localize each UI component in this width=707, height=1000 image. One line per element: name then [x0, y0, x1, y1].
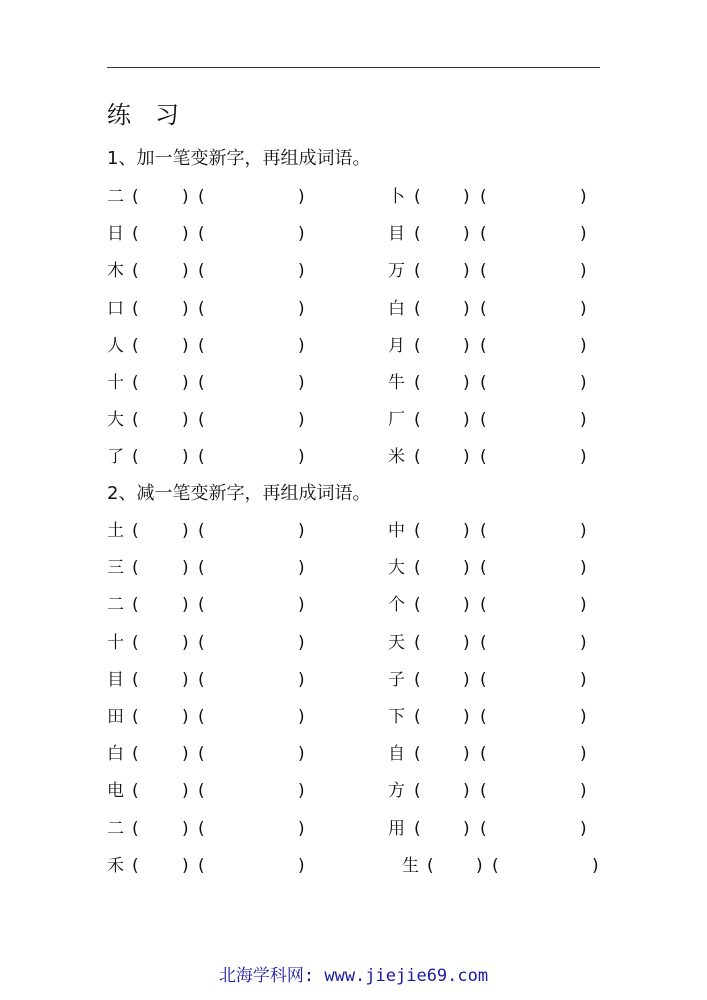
- left-paren-close: ): [182, 781, 189, 801]
- left-word-paren-close: ): [298, 187, 305, 207]
- left-paren-close: ): [182, 410, 189, 430]
- left-word-paren-open: (: [198, 521, 205, 541]
- right-paren-open: (: [427, 856, 434, 876]
- right-word-paren-close: ): [580, 336, 587, 356]
- left-word-paren-open: (: [198, 670, 205, 690]
- right-paren-open: (: [414, 521, 421, 541]
- left-paren-close: ): [182, 744, 189, 764]
- left-word-paren-open: (: [198, 261, 205, 281]
- left-word-paren-open: (: [198, 595, 205, 615]
- left-paren-open: (: [132, 558, 139, 578]
- right-word-paren-close: ): [580, 521, 587, 541]
- left-word-paren-open: (: [198, 224, 205, 244]
- left-paren-close: ): [182, 336, 189, 356]
- right-paren-close: ): [463, 744, 470, 764]
- right-paren-open: (: [414, 558, 421, 578]
- left-word-paren-close: ): [298, 336, 305, 356]
- left-paren-close: ): [182, 670, 189, 690]
- left-char: 田: [107, 707, 124, 727]
- left-word-paren-open: (: [198, 633, 205, 653]
- right-word-paren-open: (: [480, 410, 487, 430]
- section2-heading: 2、减一笔变新字，再组成词语。: [107, 483, 371, 504]
- right-word-paren-close: ): [580, 819, 587, 839]
- right-word-paren-open: (: [480, 521, 487, 541]
- right-char: 天: [388, 633, 405, 653]
- exercise-row: [0, 259, 707, 283]
- left-word-paren-close: ): [298, 261, 305, 281]
- left-word-paren-open: (: [198, 819, 205, 839]
- right-word-paren-open: (: [480, 744, 487, 764]
- right-char: 万: [388, 261, 405, 281]
- left-word-paren-close: ): [298, 373, 305, 393]
- right-paren-open: (: [414, 336, 421, 356]
- right-char: 自: [388, 744, 405, 764]
- left-paren-open: (: [132, 224, 139, 244]
- left-word-paren-open: (: [198, 707, 205, 727]
- right-word-paren-open: (: [480, 558, 487, 578]
- left-paren-open: (: [132, 744, 139, 764]
- right-word-paren-close: ): [580, 224, 587, 244]
- left-paren-open: (: [132, 447, 139, 467]
- right-paren-open: (: [414, 261, 421, 281]
- right-word-paren-close: ): [580, 410, 587, 430]
- left-paren-close: ): [182, 595, 189, 615]
- right-char: 方: [388, 781, 405, 801]
- right-word-paren-close: ): [580, 781, 587, 801]
- left-paren-close: ): [182, 856, 189, 876]
- left-paren-open: (: [132, 299, 139, 319]
- left-char: 土: [107, 521, 124, 541]
- exercise-row: [0, 556, 707, 580]
- left-char: 口: [107, 299, 124, 319]
- exercise-row: [0, 742, 707, 766]
- right-word-paren-close: ): [580, 670, 587, 690]
- left-paren-close: ): [182, 224, 189, 244]
- right-char: 中: [388, 521, 405, 541]
- right-paren-open: (: [414, 781, 421, 801]
- right-paren-open: (: [414, 595, 421, 615]
- right-word-paren-open: (: [480, 781, 487, 801]
- left-word-paren-close: ): [298, 781, 305, 801]
- left-paren-close: ): [182, 558, 189, 578]
- right-word-paren-close: ): [592, 856, 599, 876]
- left-paren-open: (: [132, 595, 139, 615]
- left-char: 二: [107, 819, 124, 839]
- page-title: 练 习: [107, 101, 179, 129]
- right-word-paren-open: (: [480, 187, 487, 207]
- right-paren-open: (: [414, 373, 421, 393]
- left-char: 三: [107, 558, 124, 578]
- exercise-row: [0, 705, 707, 729]
- right-word-paren-open: (: [480, 819, 487, 839]
- left-word-paren-close: ): [298, 447, 305, 467]
- right-word-paren-close: ): [580, 261, 587, 281]
- exercise-row: [0, 631, 707, 655]
- right-paren-close: ): [463, 670, 470, 690]
- left-char: 大: [107, 410, 124, 430]
- right-paren-close: ): [463, 633, 470, 653]
- left-word-paren-open: (: [198, 447, 205, 467]
- left-char: 电: [107, 781, 124, 801]
- left-paren-open: (: [132, 707, 139, 727]
- right-paren-open: (: [414, 744, 421, 764]
- left-word-paren-open: (: [198, 856, 205, 876]
- right-paren-close: ): [463, 261, 470, 281]
- left-paren-open: (: [132, 373, 139, 393]
- right-paren-close: ): [463, 447, 470, 467]
- right-paren-close: ): [463, 224, 470, 244]
- right-word-paren-open: (: [480, 224, 487, 244]
- left-char: 了: [107, 447, 124, 467]
- right-paren-open: (: [414, 670, 421, 690]
- exercise-row: [0, 668, 707, 692]
- left-paren-close: ): [182, 261, 189, 281]
- exercise-row: [0, 519, 707, 543]
- right-word-paren-close: ): [580, 447, 587, 467]
- right-char: 子: [388, 670, 405, 690]
- left-word-paren-close: ): [298, 670, 305, 690]
- left-char: 十: [107, 633, 124, 653]
- right-char: 用: [388, 819, 405, 839]
- left-char: 二: [107, 187, 124, 207]
- exercise-row: [0, 854, 707, 878]
- right-paren-close: ): [463, 707, 470, 727]
- right-word-paren-close: ): [580, 187, 587, 207]
- right-char: 厂: [388, 410, 405, 430]
- left-char: 目: [107, 670, 124, 690]
- exercise-row: [0, 185, 707, 209]
- exercise-row: [0, 222, 707, 246]
- right-word-paren-open: (: [480, 261, 487, 281]
- left-word-paren-close: ): [298, 744, 305, 764]
- right-char: 生: [402, 856, 419, 876]
- right-paren-close: ): [463, 595, 470, 615]
- left-paren-open: (: [132, 781, 139, 801]
- left-word-paren-close: ): [298, 224, 305, 244]
- left-char: 人: [107, 336, 124, 356]
- right-word-paren-open: (: [480, 336, 487, 356]
- left-word-paren-open: (: [198, 299, 205, 319]
- left-paren-close: ): [182, 447, 189, 467]
- left-char: 禾: [107, 856, 124, 876]
- left-word-paren-close: ): [298, 521, 305, 541]
- left-paren-open: (: [132, 819, 139, 839]
- right-paren-close: ): [463, 781, 470, 801]
- left-word-paren-close: ): [298, 558, 305, 578]
- right-paren-close: ): [463, 558, 470, 578]
- left-word-paren-open: (: [198, 781, 205, 801]
- left-char: 日: [107, 224, 124, 244]
- right-word-paren-close: ): [580, 373, 587, 393]
- left-word-paren-open: (: [198, 744, 205, 764]
- right-word-paren-close: ): [580, 299, 587, 319]
- left-paren-close: ): [182, 633, 189, 653]
- right-word-paren-open: (: [480, 707, 487, 727]
- right-word-paren-open: (: [480, 447, 487, 467]
- left-word-paren-open: (: [198, 410, 205, 430]
- right-paren-open: (: [414, 819, 421, 839]
- left-paren-close: ): [182, 707, 189, 727]
- exercise-row: [0, 334, 707, 358]
- right-paren-close: ): [476, 856, 483, 876]
- left-paren-open: (: [132, 187, 139, 207]
- right-paren-open: (: [414, 633, 421, 653]
- exercise-row: [0, 408, 707, 432]
- right-paren-open: (: [414, 224, 421, 244]
- left-paren-close: ): [182, 521, 189, 541]
- right-char: 月: [388, 336, 405, 356]
- right-word-paren-close: ): [580, 633, 587, 653]
- left-char: 白: [107, 744, 124, 764]
- right-paren-close: ): [463, 410, 470, 430]
- left-char: 二: [107, 595, 124, 615]
- left-paren-close: ): [182, 187, 189, 207]
- right-word-paren-open: (: [480, 299, 487, 319]
- exercise-row: [0, 779, 707, 803]
- right-paren-close: ): [463, 336, 470, 356]
- right-char: 米: [388, 447, 405, 467]
- left-paren-close: ): [182, 373, 189, 393]
- exercise-row: [0, 593, 707, 617]
- right-word-paren-close: ): [580, 558, 587, 578]
- top-rule: [107, 67, 600, 68]
- left-paren-open: (: [132, 856, 139, 876]
- left-paren-open: (: [132, 633, 139, 653]
- right-char: 牛: [388, 373, 405, 393]
- right-word-paren-close: ): [580, 707, 587, 727]
- right-word-paren-open: (: [480, 373, 487, 393]
- left-word-paren-close: ): [298, 819, 305, 839]
- left-paren-close: ): [182, 819, 189, 839]
- section1-heading: 1、加一笔变新字，再组成词语。: [107, 148, 371, 169]
- left-char: 十: [107, 373, 124, 393]
- right-paren-open: (: [414, 410, 421, 430]
- right-char: 下: [388, 707, 405, 727]
- left-paren-open: (: [132, 670, 139, 690]
- left-paren-open: (: [132, 521, 139, 541]
- left-word-paren-close: ): [298, 299, 305, 319]
- right-paren-close: ): [463, 187, 470, 207]
- right-paren-open: (: [414, 447, 421, 467]
- right-word-paren-open: (: [492, 856, 499, 876]
- left-word-paren-close: ): [298, 595, 305, 615]
- left-word-paren-open: (: [198, 336, 205, 356]
- right-paren-open: (: [414, 187, 421, 207]
- right-paren-close: ): [463, 521, 470, 541]
- left-word-paren-close: ): [298, 633, 305, 653]
- right-paren-open: (: [414, 707, 421, 727]
- right-char: 大: [388, 558, 405, 578]
- right-word-paren-close: ): [580, 744, 587, 764]
- right-word-paren-open: (: [480, 595, 487, 615]
- exercise-row: [0, 817, 707, 841]
- left-word-paren-open: (: [198, 558, 205, 578]
- left-word-paren-open: (: [198, 373, 205, 393]
- exercise-row: [0, 297, 707, 321]
- right-paren-close: ): [463, 819, 470, 839]
- left-word-paren-close: ): [298, 707, 305, 727]
- right-paren-open: (: [414, 299, 421, 319]
- left-paren-open: (: [132, 336, 139, 356]
- right-char: 卜: [388, 187, 405, 207]
- right-paren-close: ): [463, 373, 470, 393]
- left-word-paren-close: ): [298, 856, 305, 876]
- left-word-paren-close: ): [298, 410, 305, 430]
- right-word-paren-close: ): [580, 595, 587, 615]
- footer-watermark: 北海学科网: www.jiejie69.com: [218, 966, 489, 986]
- right-char: 目: [388, 224, 405, 244]
- right-paren-close: ): [463, 299, 470, 319]
- right-word-paren-open: (: [480, 670, 487, 690]
- exercise-row: [0, 445, 707, 469]
- left-paren-open: (: [132, 261, 139, 281]
- right-char: 白: [388, 299, 405, 319]
- exercise-row: [0, 371, 707, 395]
- left-paren-close: ): [182, 299, 189, 319]
- left-word-paren-open: (: [198, 187, 205, 207]
- left-char: 木: [107, 261, 124, 281]
- left-paren-open: (: [132, 410, 139, 430]
- right-word-paren-open: (: [480, 633, 487, 653]
- right-char: 个: [388, 595, 405, 615]
